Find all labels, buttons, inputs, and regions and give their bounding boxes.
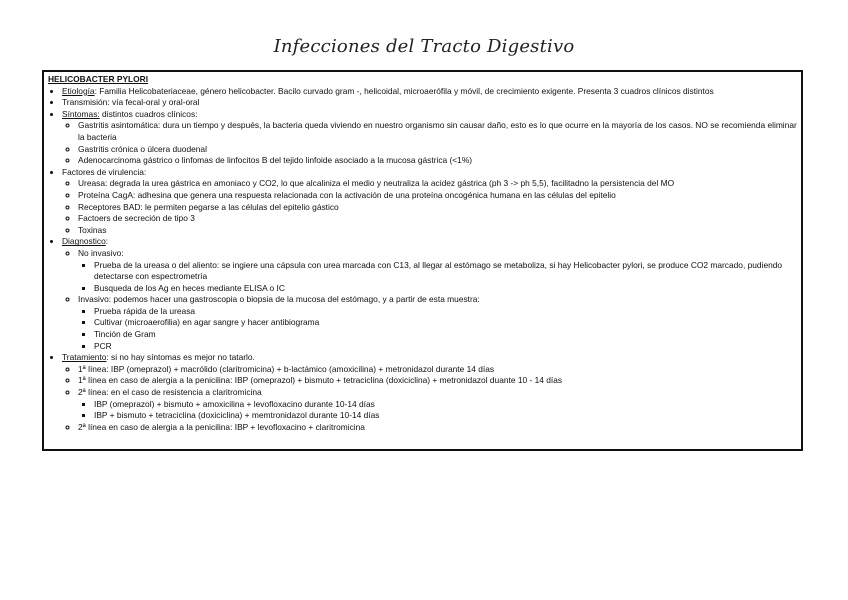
invasivo-list [78, 306, 797, 352]
sintomas-text: distintos cuadros clínicos: [99, 108, 198, 119]
list-item: ◦ 1ª línea en caso de alergia a la penicilina: IBP (omeprazol) + bismuto + tetraciclina (doxiciclina) + metronidazol duante 10 - 14 días [78, 375, 797, 387]
list-item: ▪ Prueba de la ureasa o del aliento: se ingiere una cápsula con urea marcada con C13, al llegar al estómago se metaboliza, si hay Helicobacter pylori, se produce CO2 marcado, pudiendo detectarse con espectrometría [94, 260, 797, 283]
diagnostico-suffix: : [105, 236, 109, 247]
list-item: ◦ Factoers de secreción de tipo 3 [78, 213, 797, 225]
sintomas-label: Síntomas: [62, 108, 100, 119]
list-item: ▪ Cultivar (microaerofilia) en agar sangre y hacer antibiograma [94, 317, 797, 329]
diagnostico-list [62, 248, 797, 352]
list-item: ◦ Toxinas [78, 225, 797, 237]
tratamiento-label: Tratamiento [62, 352, 107, 363]
list-item-virulencia [62, 167, 797, 237]
sintomas-list [62, 120, 797, 166]
list-item-segunda-linea [78, 387, 797, 422]
no-invasivo-list [78, 260, 797, 295]
list-item: ◦ Proteína CagA: adhesina que genera una respuesta relacionada con la activación de una proteína oncogénica humana en las células del epitelio [78, 190, 797, 202]
no-invasivo-label: No invasivo: [78, 247, 124, 258]
list-item-no-invasivo [78, 248, 797, 294]
list-item: ▪ IBP + bismuto + tetraciclina (doxiciclina) + memtronidazol durante 10-14 días [94, 410, 797, 422]
virulencia-label: Factores de virulencia: [62, 166, 147, 177]
list-item-diagnostico [62, 236, 797, 352]
segunda-linea-list [78, 399, 797, 422]
list-item: ◦ Gastritis asintomática: dura un tiempo y después, la bacteria queda viviendo en nuestro organismo sin causar daño, esto es lo que ocurre en la mayoría de los casos. NO se recomienda eliminar la bacteria [78, 120, 797, 143]
list-item: ▪ Prueba rápida de la ureasa [94, 306, 797, 318]
list-item: ▪ IBP (omeprazol) + bismuto + amoxicilina + levofloxacino durante 10-14 días [94, 399, 797, 411]
list-item: ◦ 2ª línea en caso de alergia a la penicilina: IBP + levofloxacino + claritromicina [78, 422, 797, 434]
list-item: ▪ PCR [94, 341, 797, 353]
segunda-linea-label: 2ª línea: en el caso de resistencia a claritromicina [78, 387, 262, 398]
list-item: ◦ Adenocarcinoma gástrico o linfomas de linfocitos B del tejido linfoide asociado a la mucosa gástrica (<1%) [78, 155, 797, 167]
list-item-sintomas [62, 109, 797, 167]
list-item: ▪ Busqueda de los Ag en heces mediante ELISA o IC [94, 283, 797, 295]
invasivo-label: Invasivo: podemos hacer una gastroscopia o biopsia de la mucosa del estómago, y a partir de esta muestra: [78, 294, 480, 305]
section-heading: HELICOBACTER PYLORI [48, 74, 149, 84]
etiologia-label: Etiología [62, 85, 95, 96]
list-item-tratamiento [62, 352, 797, 433]
page-title: Infecciones del Tracto Digestivo [273, 36, 575, 57]
content-box [42, 70, 803, 451]
virulencia-list [62, 178, 797, 236]
list-item: ◦ Gastritis crónica o úlcera duodenal [78, 144, 797, 156]
etiologia-text: : Familia Helicobateriaceae, género helicobacter. Bacilo curvado gram -, helicoidal, microaerófila y móvil, de crecimiento exigente. Presenta 3 cuadros clínicos distintos [94, 85, 714, 96]
list-item: ◦ Receptores BAD: le permiten pegarse a las células del epitelio gástico [78, 202, 797, 214]
list-item: ◦ 1ª línea: IBP (omeprazol) + macrólido (claritromicina) + b-lactámico (amoxicilina) + metronidazol durante 14 días [78, 364, 797, 376]
tratamiento-list [62, 364, 797, 434]
tratamiento-text: : si no hay síntomas es mejor no tatarlo. [106, 352, 255, 363]
main-list [48, 86, 797, 434]
diagnostico-label: Diagnostico [62, 236, 106, 247]
list-item-transmision: • Transmisión: vía fecal-oral y oral-oral [62, 97, 797, 109]
list-item: ◦ Ureasa: degrada la urea gástrica en amoniaco y CO2, lo que alcaliniza el medio y neutraliza la acidez gástrica (ph 3 -> ph 5,5), facilitadno la persistencia del MO [78, 178, 797, 190]
list-item: ▪ Tinción de Gram [94, 329, 797, 341]
list-item-etiologia [62, 86, 797, 98]
list-item-invasivo [78, 294, 797, 352]
